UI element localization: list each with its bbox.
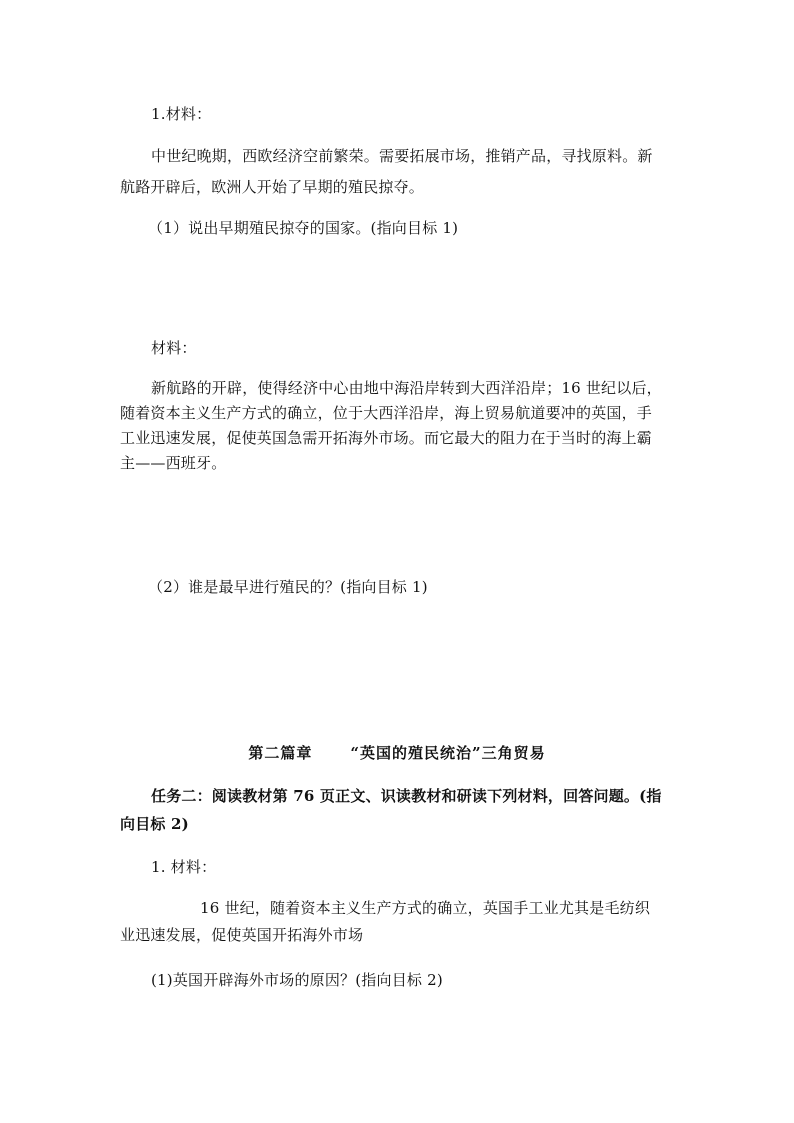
material-paragraph-2-line-1: 新航路的开辟，使得经济中心由地中海沿岸转到大西洋沿岸；16 世纪以后， [151,379,662,397]
question-2: （2）谁是最早进行殖民的？(指向目标 1) [148,578,428,596]
task-2-material-line-2: 业迅速发展，促使英国开拓海外市场 [120,926,364,944]
task-2-line-1: 任务二：阅读教材第 76 页正文、识读教材和研读下列材料，回答问题。(指 [151,787,662,805]
material-label: 材料： [151,339,197,357]
task-2-line-2: 向目标 2) [120,815,189,833]
material-paragraph-2-line-4: 主——西班牙。 [120,454,227,472]
chapter-label: 第二篇章 [248,744,313,762]
chapter-title: “英国的殖民统治”三角贸易 [350,744,546,762]
material-paragraph-2-line-3: 工业迅速发展，促使英国急需开拓海外市场。而它最大的阻力在于当时的海上霸 [120,429,653,447]
task-2-question-1: (1)英国开辟海外市场的原因？(指向目标 2) [151,971,443,989]
material-paragraph-1-line-1: 中世纪晚期，西欧经济空前繁荣。需要拓展市场，推销产品，寻找原料。新 [151,147,653,165]
question-1: （1）说出早期殖民掠夺的国家。(指向目标 1) [148,219,459,237]
item-1-material-label: 1.材料： [151,105,212,123]
task-2-material-line-1: 16 世纪，随着资本主义生产方式的确立，英国手工业尤其是毛纺织 [200,899,651,917]
material-paragraph-2-line-2: 随着资本主义生产方式的确立，位于大西洋沿岸，海上贸易航道要冲的英国，手 [120,404,653,422]
material-paragraph-1-line-2: 航路开辟后，欧洲人开始了早期的殖民掠夺。 [120,178,425,196]
chapter-heading [0,743,794,763]
task-2-item-1-label: 1. 材料： [151,858,217,876]
